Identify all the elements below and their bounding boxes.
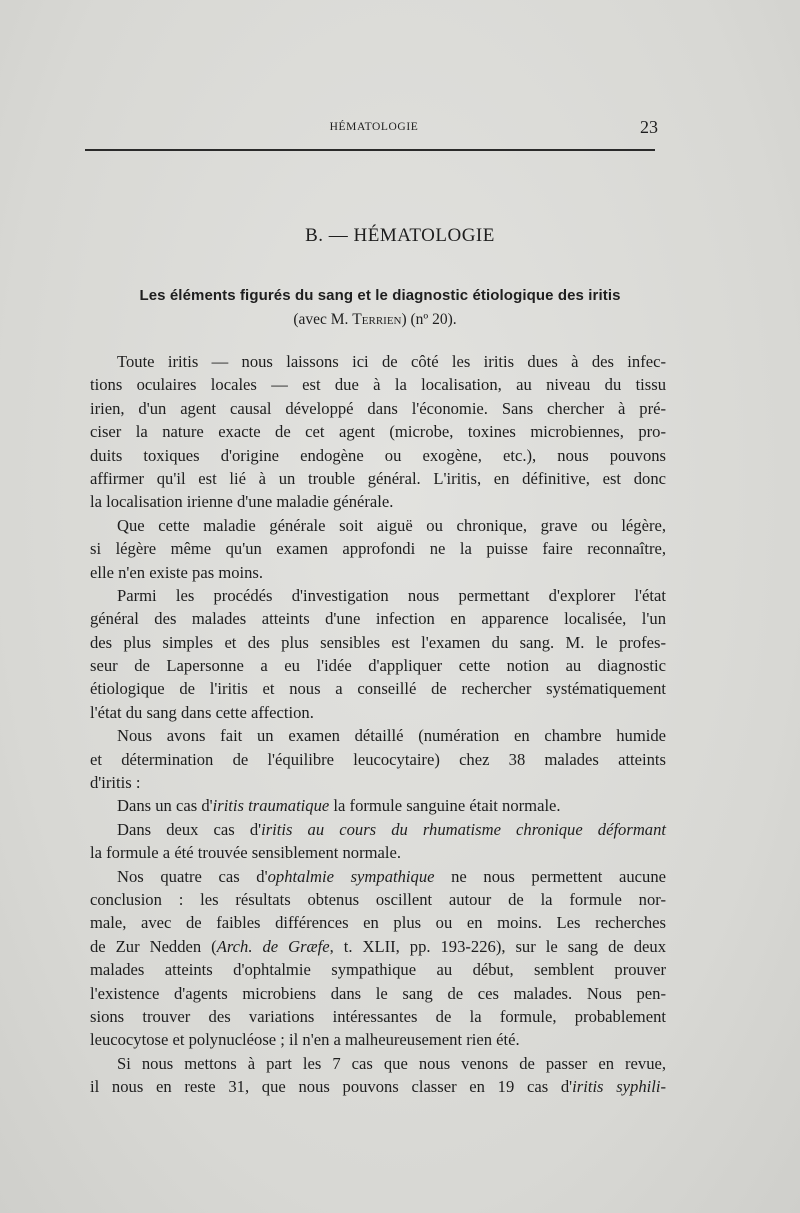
text-line (90, 935, 666, 958)
text-line: l'état du sang dans cette affection. (90, 702, 314, 722)
text-line: des plus simples et des plus sensibles est l'examen du sang. M. le profes- (90, 632, 666, 652)
text-segment: Nos quatre cas d' (117, 866, 268, 886)
text-line: Si nous mettons à part les 7 cas que nous venons de passer en revue, (117, 1053, 666, 1073)
byline-suffix: ) (nº 20). (401, 311, 457, 328)
text-line: conclusion : les résultats obtenus oscillent autour de la formule nor- (90, 889, 666, 909)
text-line: elle n'en existe pas moins. (90, 562, 264, 582)
text-line: sions trouver des variations intéressantes de la formule, probablement (90, 1006, 666, 1026)
text-segment-italic: iritis au cours du rhumatisme chronique déformant (261, 819, 667, 839)
text-line: irien, d'un agent causal développé dans l'économie. Sans chercher à pré- (90, 398, 666, 418)
text-line (90, 1075, 666, 1098)
text-line: et détermination de l'équilibre leucocytaire) chez 38 malades atteints (90, 749, 666, 769)
text-line: si légère même qu'un examen approfondi ne la puisse faire reconnaître, (90, 539, 666, 559)
text-segment: Dans deux cas d' (117, 819, 262, 839)
body-text (90, 350, 666, 1099)
text-line: male, avec de faibles différences en plus ou en moins. Les recherches (90, 913, 666, 933)
text-line: Nous avons fait un examen détaillé (numération en chambre humide (117, 726, 666, 746)
text-segment-italic: iritis syphili- (572, 1077, 666, 1097)
text-line (90, 794, 666, 817)
section-heading: B. — HÉMATOLOGIE (305, 225, 495, 246)
text-segment: il nous en reste 31, que nous pouvons classer en 19 cas d' (90, 1077, 573, 1097)
text-segment: la formule sanguine était normale. (329, 796, 561, 816)
text-segment-italic: ophtalmie sympathique (267, 866, 435, 886)
byline-author: Terrien (352, 311, 402, 328)
text-line (90, 818, 666, 841)
text-line: leucocytose et polynucléose ; il n'en a malheureusement rien été. (90, 1030, 520, 1050)
text-line: général des malades atteints d'une infection en apparence localisée, l'un (90, 609, 666, 629)
page-number: 23 (640, 117, 658, 137)
text-segment-italic: Arch. de Græfe (216, 936, 330, 956)
text-segment-italic: iritis traumatique (212, 796, 330, 816)
running-head (90, 117, 658, 139)
text-line: ciser la nature exacte de cet agent (microbe, toxines microbiennes, pro- (90, 422, 666, 442)
text-line: l'existence d'agents microbiens dans le sang de ces malades. Nous pen- (90, 983, 666, 1003)
text-segment: ne nous permettent aucune (434, 866, 666, 886)
text-line: affirmer qu'il est lié à un trouble général. L'iritis, en définitive, est donc (90, 468, 666, 488)
text-line (90, 865, 666, 888)
header-rule (85, 149, 655, 151)
text-line: malades atteints d'ophtalmie sympathique au début, semblent prouver (90, 960, 666, 980)
byline-prefix: (avec M. (293, 311, 353, 328)
text-line: la localisation irienne d'une maladie générale. (90, 492, 394, 512)
text-line: Parmi les procédés d'investigation nous permettant d'explorer l'état (117, 585, 666, 605)
text-line: étiologique de l'iritis et nous a conseillé de rechercher systématiquement (90, 679, 666, 699)
article-title: Les éléments figurés du sang et le diagnostic étiologique des iritis (139, 287, 621, 304)
text-line: d'iritis : (90, 773, 141, 793)
text-line: Que cette maladie générale soit aiguë ou chronique, grave ou légère, (117, 515, 666, 535)
text-line: tions oculaires locales — est due à la localisation, au niveau du tissu (90, 375, 666, 395)
text-line: la formule a été trouvée sensiblement normale. (90, 843, 402, 863)
text-line: seur de Lapersonne a eu l'idée d'appliquer cette notion au diagnostic (90, 656, 666, 676)
running-head-title: HÉMATOLOGIE (329, 121, 419, 133)
text-segment: Dans un cas d' (117, 796, 213, 816)
text-segment: de Zur Nedden ( (90, 936, 217, 956)
text-line: Toute iritis — nous laissons ici de côté les iritis dues à des infec- (117, 352, 666, 371)
text-segment: , t. XLII, pp. 193-226), sur le sang de deux (329, 936, 666, 956)
byline (90, 311, 660, 329)
text-line: duits toxiques d'origine endogène ou exogène, etc.), nous pouvons (90, 445, 666, 465)
